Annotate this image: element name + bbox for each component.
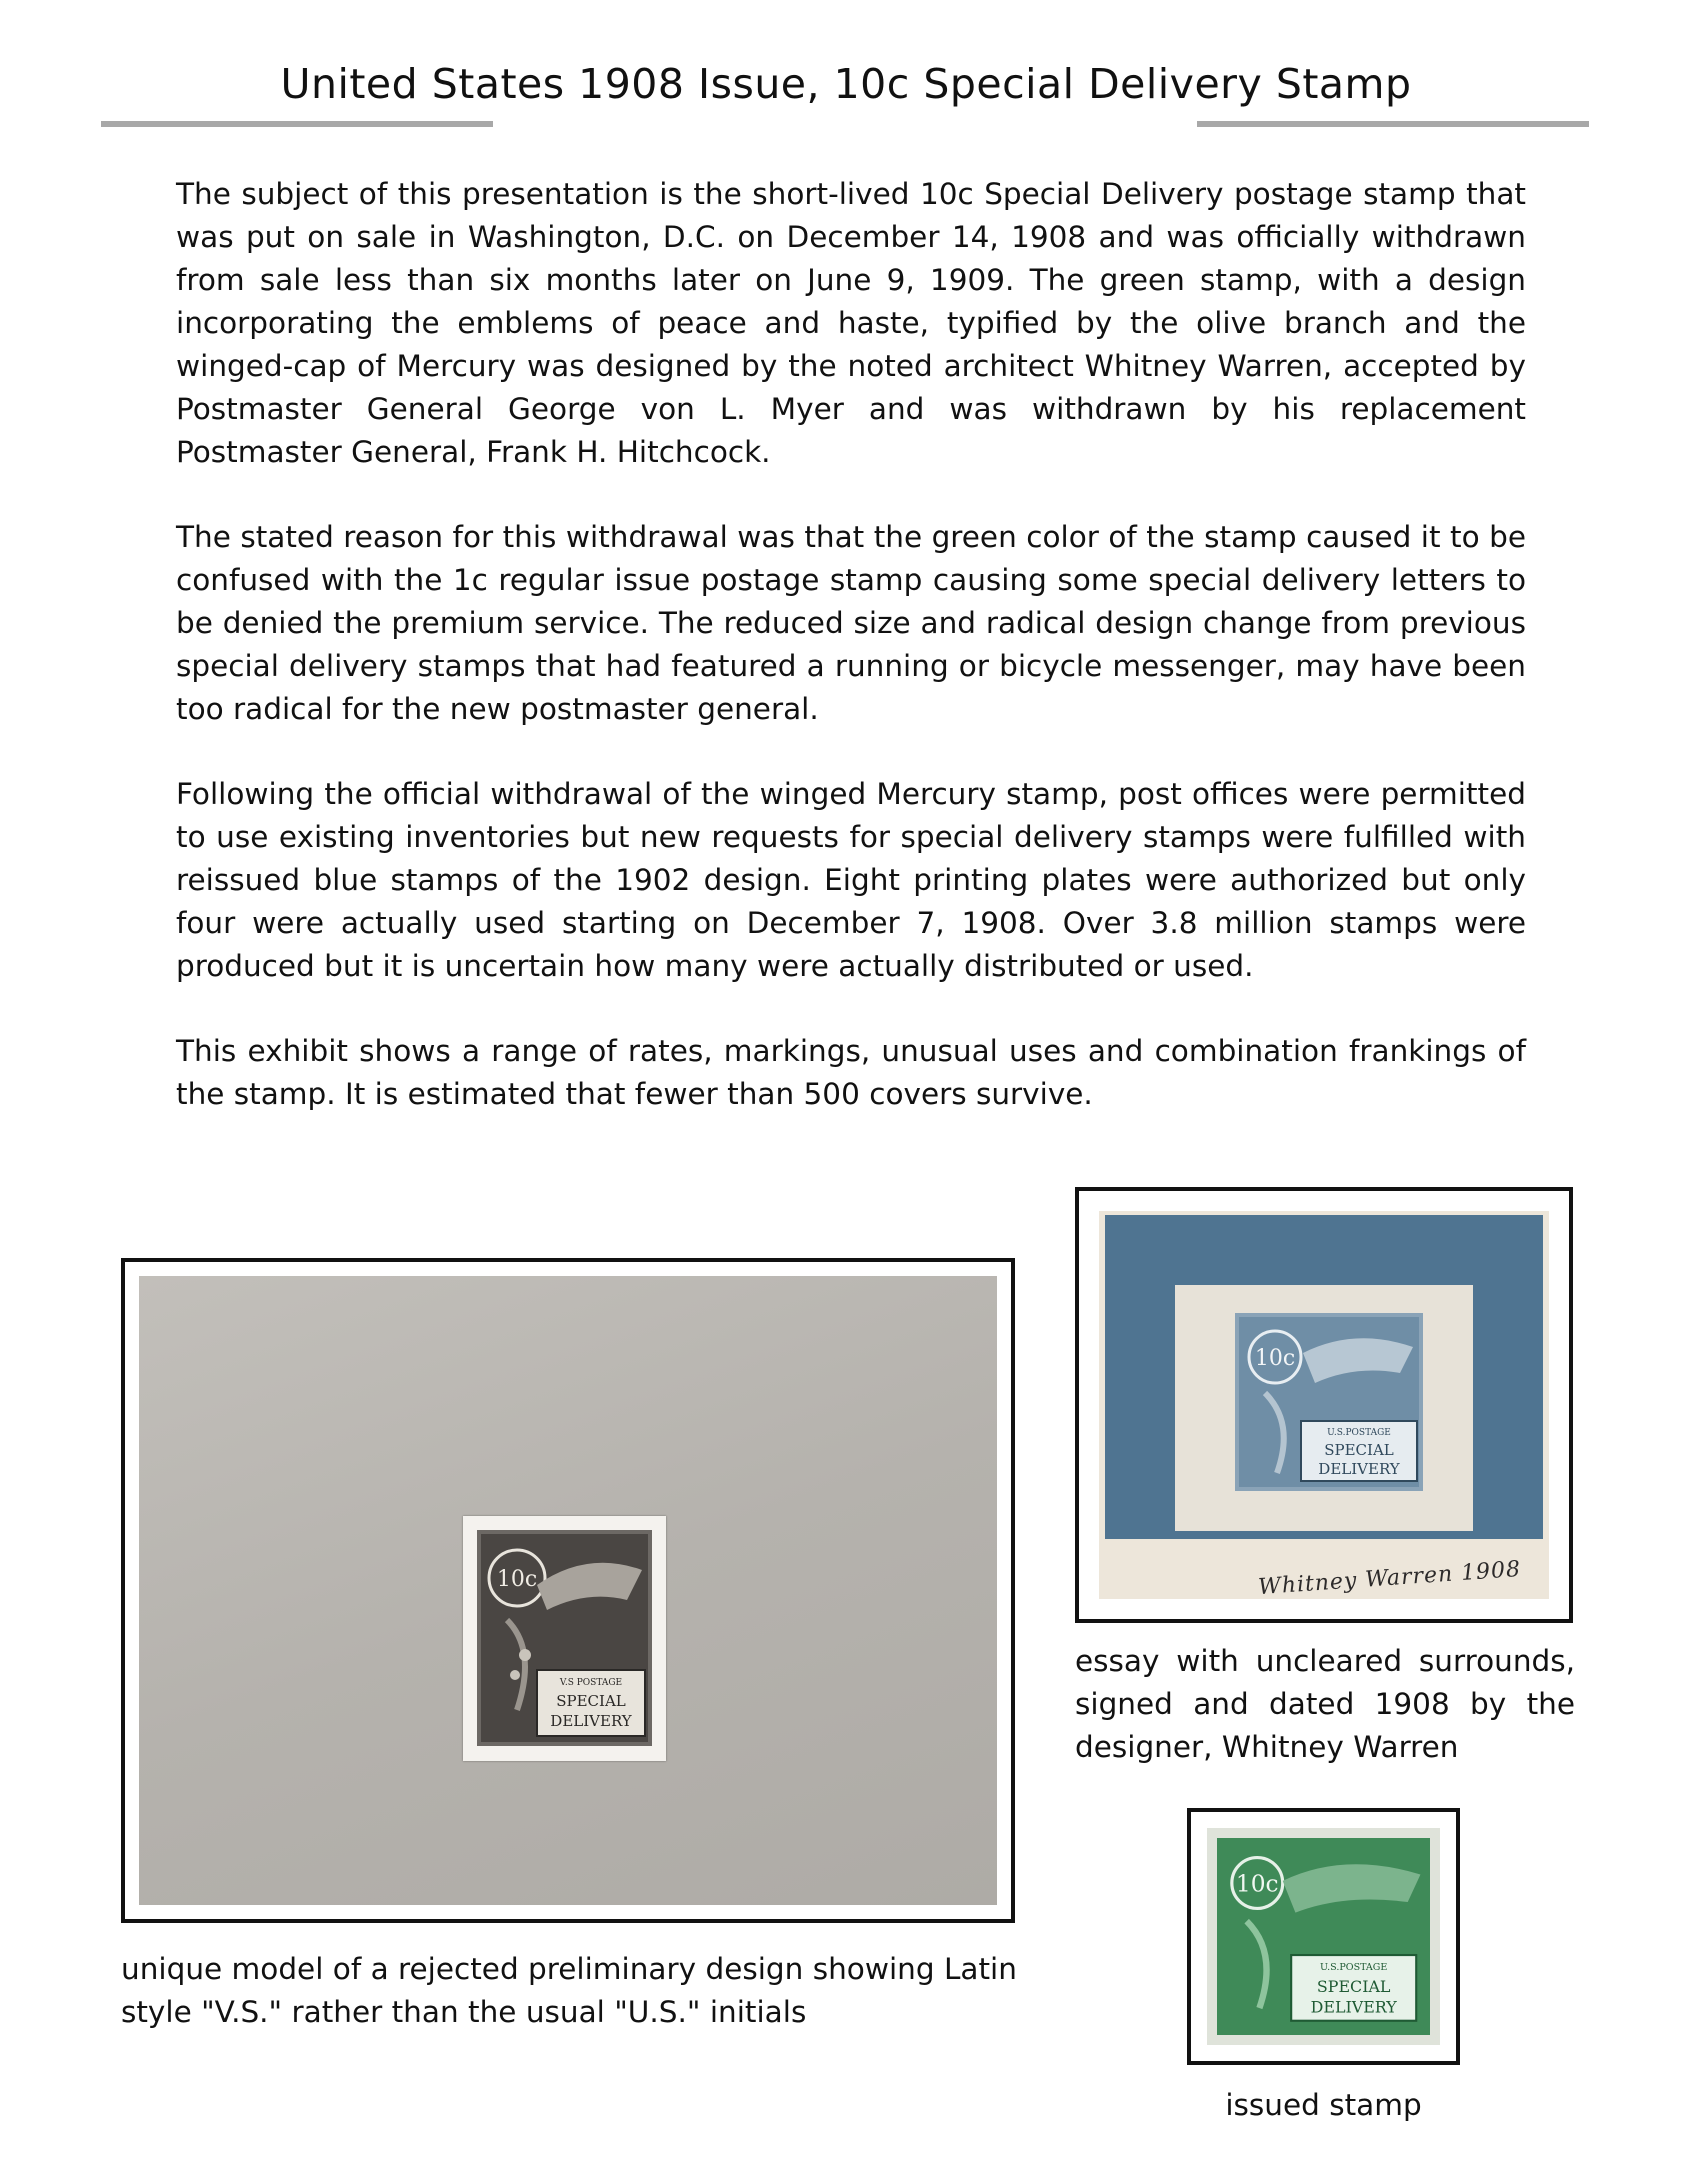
essay-stamp-image bbox=[1235, 1313, 1423, 1491]
exhibit-paragraph: This exhibit shows a range of rates, markings, unusual uses and combination frankings of the stamp. It is estimated that fewer than 500 covers survive. bbox=[176, 1034, 1526, 1111]
model-caption: unique model of a rejected preliminary design showing Latin style "V.S." rather than the usual "U.S." initials bbox=[121, 1952, 1017, 2029]
model-stamp-mount bbox=[463, 1516, 666, 1761]
title-rule-left bbox=[101, 121, 493, 127]
designer-signature: Whitney Warren 1908 bbox=[1257, 1556, 1522, 1601]
intro-paragraph: The subject of this presentation is the short-lived 10c Special Delivery postage stamp that was put on sale in Washington, D.C. on December 14, 1908 and was officially withdrawn from sale less than six months later on June 9, 1909. The green stamp, with a design incorporating the emblems of peace and haste, typified by the olive branch and the winged-cap of Mercury was designed by the noted architect Whitney Warren, accepted by Postmaster General George von L. Myer and was withdrawn by his replacement Postmaster General, Frank H. Hitchcock. bbox=[176, 177, 1526, 469]
model-card bbox=[139, 1276, 997, 1905]
essay-uncleared-surround bbox=[1105, 1215, 1543, 1539]
model-stamp-image bbox=[477, 1530, 652, 1746]
essay-paper bbox=[1099, 1211, 1549, 1599]
issued-stamp-line1: SPECIAL bbox=[1316, 1977, 1391, 1997]
model-stamp-line1: SPECIAL bbox=[556, 1692, 626, 1710]
issued-stamp-frame bbox=[1187, 1808, 1460, 2065]
issued-stamp-paper bbox=[1207, 1828, 1440, 2045]
essay-stamp-line2: DELIVERY bbox=[1318, 1460, 1400, 1478]
issued-stamp-image bbox=[1217, 1838, 1430, 2035]
issued-stamp-line2: DELIVERY bbox=[1310, 1997, 1397, 2017]
reissue-paragraph: Following the official withdrawal of the winged Mercury stamp, post offices were permitted to use existing inventories but new requests for special delivery stamps were fulfilled with reissued blue stamps of the 1902 design. Eight printing plates were authorized but only four were actually used starting on December 7, 1908. Over 3.8 million stamps were produced but it is uncertain how many were actually distributed or used. bbox=[176, 777, 1526, 983]
essay-caption: essay with uncleared surrounds, signed and dated 1908 by the designer, Whitney Warren bbox=[1075, 1644, 1575, 1764]
model-image-frame bbox=[121, 1258, 1015, 1923]
issued-stamp-top-line: U.S.POSTAGE bbox=[1320, 1961, 1388, 1973]
page-title: United States 1908 Issue, 10c Special Delivery Stamp bbox=[280, 60, 1412, 108]
essay-stamp-top-line: U.S.POSTAGE bbox=[1327, 1428, 1391, 1438]
title-rule-right bbox=[1197, 121, 1589, 127]
issued-stamp-value: 10c bbox=[1235, 1870, 1279, 1898]
essay-stamp-line1: SPECIAL bbox=[1324, 1441, 1394, 1459]
model-stamp-top-line: V.S POSTAGE bbox=[559, 1678, 623, 1688]
issued-caption: issued stamp bbox=[1225, 2088, 1422, 2122]
model-stamp-line2: DELIVERY bbox=[550, 1712, 632, 1730]
essay-stamp-value: 10c bbox=[1254, 1346, 1296, 1371]
essay-cleared-window bbox=[1175, 1285, 1473, 1531]
model-stamp-value: 10c bbox=[496, 1567, 538, 1592]
essay-image-frame bbox=[1075, 1187, 1573, 1623]
withdrawal-paragraph: The stated reason for this withdrawal was that the green color of the stamp caused it to be confused with the 1c regular issue postage stamp causing some special delivery letters to be denied the premium service. The reduced size and radical design change from previous special delivery stamps that had featured a running or bicycle messenger, may have been too radical for the new postmaster general. bbox=[176, 520, 1526, 726]
